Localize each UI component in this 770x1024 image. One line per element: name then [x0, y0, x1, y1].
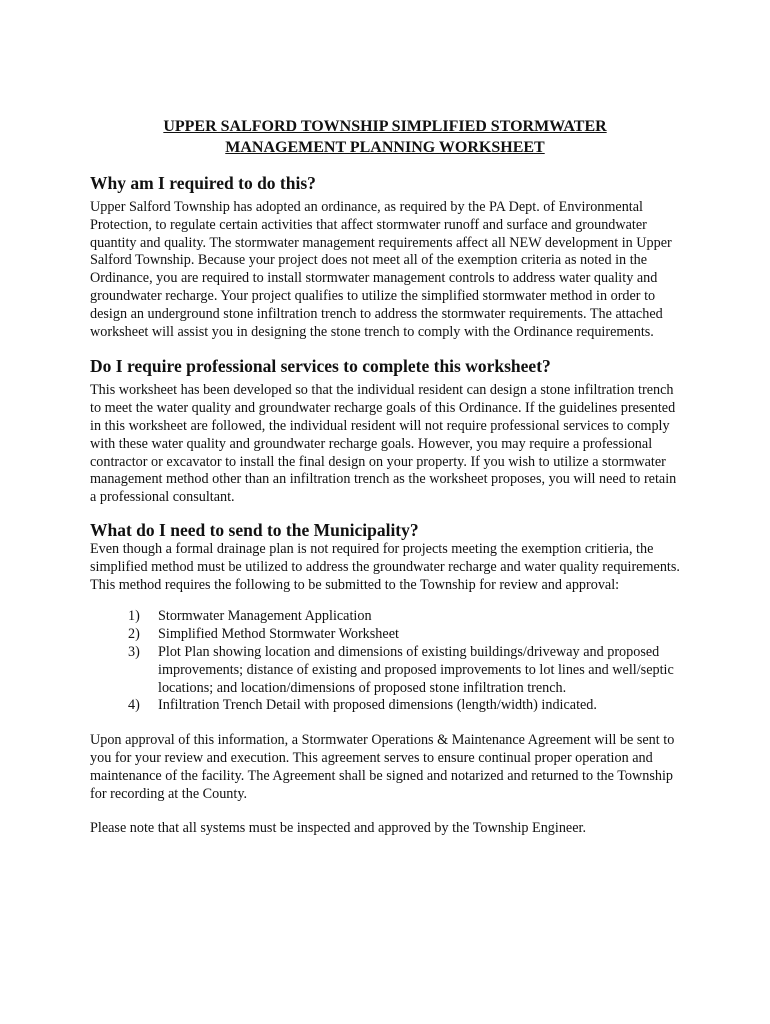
section-heading-municipality: What do I need to send to the Municipality? [90, 519, 419, 540]
document-content [90, 116, 680, 838]
section-heading-professional: Do I require professional services to complete this worksheet? [90, 356, 551, 377]
list-item [128, 608, 680, 626]
list-item-text: Simplified Method Stormwater Worksheet [158, 626, 399, 643]
list-item-number: 4) [128, 697, 140, 714]
section-body-why: Upper Salford Township has adopted an ordinance, as required by the PA Dept. of Environmental Protection, to regulate certain activities that affect stormwater runoff and surface and groundwater quantity and quality. The stormwater management requirements affect all NEW development in Upper Salford Township. Because your project does not meet all of the exemption criteria as noted in the Ordinance, you are required to install stormwater management controls to address water quality and groundwater recharge. Your project qualifies to utilize the simplified stormwater method in order to design an underground stone infiltration trench to address the stormwater requirements. The attached worksheet will assist you in designing the stone trench to comply with the Ordinance requirements. [90, 199, 672, 340]
list-item [128, 643, 680, 697]
section-heading-why: Why am I required to do this? [90, 173, 316, 193]
list-item [128, 697, 680, 715]
section-body-professional: This worksheet has been developed so that the individual resident can design a stone infiltration trench to meet the water quality and groundwater recharge goals of this Ordinance. If the guidelines presented in this worksheet are followed, the individual resident will not require professional services to comply with these water quality and groundwater recharge goals. However, you may require a professional contractor or excavator to install the final design on your property. If you wish to utilize a stormwater management method other than an infiltration trench as the worksheet proposes, you will need to retain a professional consultant. [90, 382, 677, 506]
list-item-number: 2) [128, 626, 140, 643]
note-paragraph: Please note that all systems must be inspected and approved by the Township Engineer. [90, 820, 586, 837]
title-line-2: MANAGEMENT PLANNING WORKSHEET [225, 139, 545, 156]
approval-paragraph: Upon approval of this information, a Stormwater Operations & Maintenance Agreement will be sent to you for your review and execution. This agreement serves to ensure continual proper operation and maintenance of the facility. The Agreement shall be signed and notarized and returned to the Township for recording at the County. [90, 732, 675, 802]
list-item-number: 1) [128, 608, 140, 625]
list-item-text: Plot Plan showing location and dimensions of existing buildings/driveway and proposed improvements; distance of existing and proposed improvements to lot lines and well/septic locations; and location/dimensions of proposed stone infiltration trench. [158, 643, 674, 696]
list-item-number: 3) [128, 643, 140, 660]
list-item [128, 626, 680, 644]
document-title [90, 116, 680, 158]
title-line-1: UPPER SALFORD TOWNSHIP SIMPLIFIED STORMWATER [163, 118, 607, 135]
list-item-text: Stormwater Management Application [158, 608, 372, 625]
list-item-text: Infiltration Trench Detail with proposed dimensions (length/width) indicated. [158, 697, 597, 714]
section-body-municipality: Even though a formal drainage plan is not required for projects meeting the exemption critieria, the simplified method must be utilized to address the groundwater recharge and water quality requirements. This method requires the following to be submitted to the Township for review and approval: [90, 540, 680, 593]
submission-list [90, 608, 680, 715]
